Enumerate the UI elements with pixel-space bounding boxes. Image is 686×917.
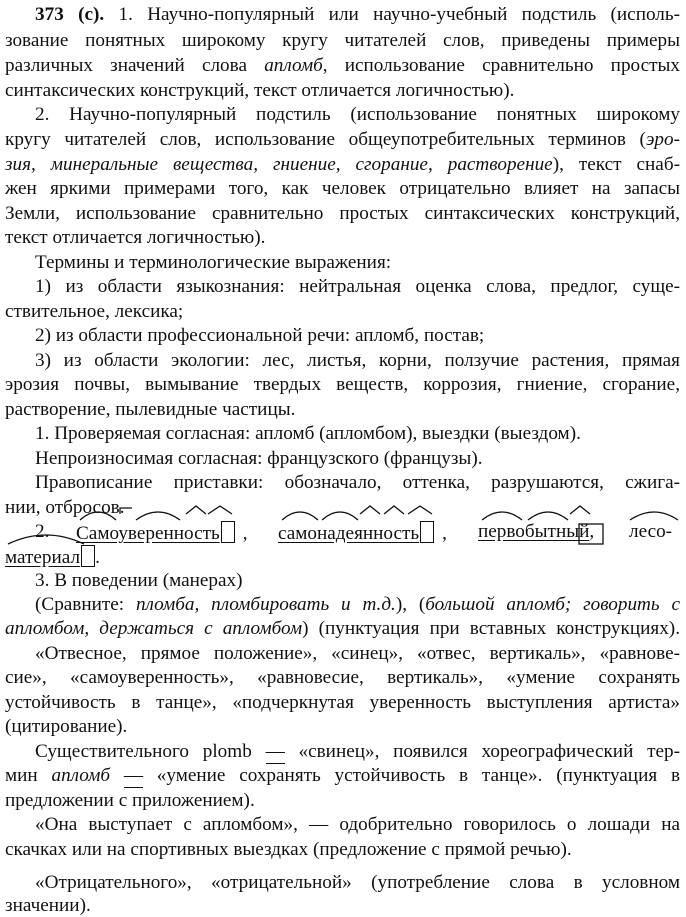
text-line: (Сравните: пломба, пломбировать и т.д.), (большой апломб; говорить с bbox=[35, 594, 680, 615]
text-line: кругу читателей слов, использование общеупотребительных терминов (эро- bbox=[5, 129, 680, 150]
text-line: 2. Научно-популярный подстиль (использование понятных широкому bbox=[35, 104, 680, 125]
root-arc-mark bbox=[630, 512, 678, 520]
text-line: апломбом, держаться с апломбом) (пунктуация при вставных конструкциях). bbox=[5, 618, 680, 639]
text-line: значении). bbox=[5, 895, 91, 916]
text-line: скачках или на спортивных выездках (предложение с прямой речью). bbox=[5, 839, 572, 860]
root-arc-mark bbox=[136, 512, 180, 520]
root-arc-mark bbox=[482, 512, 522, 520]
morph-word-samonadeyannost: самонадеянность , bbox=[278, 523, 447, 544]
text-line: «Она выступает с апломбом», — одобрительно говорилось о лошади на bbox=[35, 814, 680, 835]
text-line: жен яркими примерами того, как человек отрицательно влияет на запасы bbox=[5, 178, 680, 199]
text-line: Земли, использование сравнительно простых синтаксических конструкций, bbox=[5, 203, 680, 224]
text-line: Термины и терминологические выражения: bbox=[35, 252, 392, 273]
suffix-mark bbox=[208, 506, 232, 514]
text-line: Правописание приставки: обозначало, оттенка, разрушаются, сжига- bbox=[35, 472, 680, 493]
prefix-mark bbox=[120, 508, 132, 514]
text-line: синтаксических конструкций, текст отличается логичностью). bbox=[5, 80, 515, 101]
text-line: устойчивость в танце», «подчеркнутая уверенность выступления артиста» bbox=[5, 692, 680, 713]
text-line: нии, отбросов. bbox=[5, 497, 125, 518]
root-arc-mark bbox=[322, 512, 358, 520]
ending-box bbox=[579, 524, 603, 544]
text-line: «Отрицательного», «отрицательной» (употребление слова в условном bbox=[35, 872, 680, 893]
suffix-mark bbox=[186, 506, 206, 514]
text-line: (цитирование). bbox=[5, 716, 128, 737]
text-line: 1) из области языкознания: нейтральная оценка слова, предлог, суще- bbox=[35, 276, 680, 297]
text-line: ствительное, лексика; bbox=[5, 301, 184, 322]
text-line: 3) из области экологии: лес, листья, корни, ползучие растения, прямая bbox=[35, 350, 680, 371]
text-line: зия, минеральные вещества, гниение, сгорание, растворение), текст снаб- bbox=[5, 154, 680, 175]
suffix-mark bbox=[384, 506, 404, 514]
exercise-number: 373 (с). bbox=[35, 4, 105, 25]
root-arc-mark bbox=[8, 535, 84, 544]
morph-word-pervobytny: первобытный, bbox=[478, 521, 595, 542]
text-line: 1. Проверяемая согласная: апломб (апломбом), выездки (выездом). bbox=[35, 423, 581, 444]
text-line: Непроизносимая согласная: французского (французы). bbox=[35, 448, 483, 469]
morph-word-samouverennost: Самоуверенность , bbox=[76, 523, 248, 544]
text-line: «Отвесное, прямое положение», «синец», «отвес, вертикаль», «равнове- bbox=[35, 643, 680, 664]
root-arc-mark bbox=[528, 512, 568, 520]
text-line: предложении с приложением). bbox=[5, 790, 255, 811]
suffix-mark bbox=[360, 506, 380, 514]
morph-word-material: материал . bbox=[5, 547, 100, 568]
text-line: Существительного plomb — «свинец», появился хореографический тер- bbox=[35, 741, 680, 762]
text-line: различных значений слова апломб, использование сравнительно простых bbox=[5, 55, 680, 76]
morph-number: 2. bbox=[35, 521, 50, 542]
suffix-mark bbox=[408, 506, 432, 514]
suffix-mark bbox=[570, 506, 590, 514]
root-arc-mark bbox=[282, 512, 318, 520]
root-arc-mark bbox=[80, 512, 116, 520]
text-line: зование понятных широкому кругу читателей слов, приведены примеры bbox=[5, 30, 680, 51]
text-line: растворение, пылевидные частицы. bbox=[5, 399, 296, 420]
text-line: мин апломб — «умение сохранять устойчивость в танце». (пунктуация в bbox=[5, 765, 681, 786]
text-line: сие», «самоуверенность», «равновесие, вертикаль», «умение сохранять bbox=[5, 667, 680, 688]
morph-word-leso: лесо- bbox=[629, 521, 673, 542]
text-line: текст отличается логичностью). bbox=[5, 227, 266, 248]
text-line: 1. Научно-популярный или научно-учебный подстиль (исполь- bbox=[118, 4, 681, 25]
text-line: 3. В поведении (манерах) bbox=[35, 570, 243, 591]
text-line: 2) из области профессиональной речи: апломб, постав; bbox=[35, 325, 485, 346]
text-line: эрозия почвы, вымывание твердых веществ, коррозия, гниение, сгорание, bbox=[5, 374, 680, 395]
